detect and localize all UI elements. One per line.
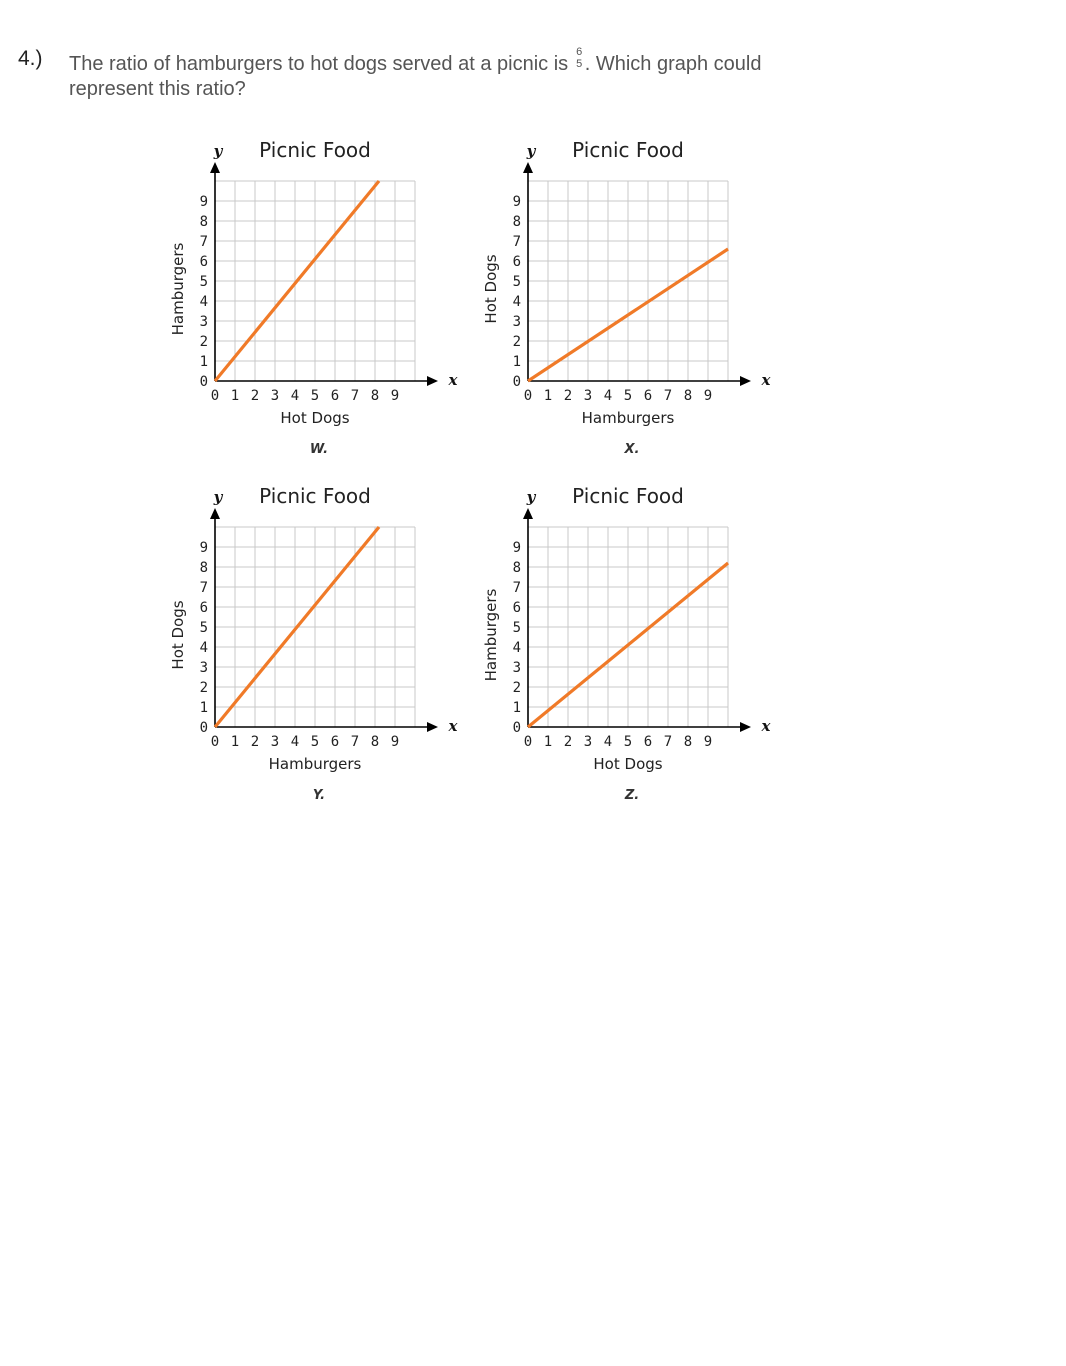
y-axis-variable: y <box>213 488 223 506</box>
x-tick-label: 0 <box>210 734 220 750</box>
x-axis-variable: x <box>448 717 458 735</box>
x-axis-variable: x <box>761 371 771 389</box>
y-tick-label: 1 <box>199 700 208 716</box>
x-tick-label: 4 <box>290 388 300 404</box>
y-tick-label: 3 <box>199 660 208 676</box>
x-tick-label: 0 <box>210 388 220 404</box>
x-tick-label: 7 <box>663 388 673 404</box>
x-tick-label: 2 <box>250 734 260 750</box>
x-axis-arrow <box>740 722 751 732</box>
y-tick-label: 4 <box>512 294 521 310</box>
x-axis-arrow <box>427 376 438 386</box>
fraction-numerator: 6 <box>576 45 583 58</box>
question-text-after: . Which graph could represent this ratio? <box>69 53 762 100</box>
x-tick-label: 0 <box>523 388 533 404</box>
x-tick-label: 6 <box>643 734 653 750</box>
chart-title: Picnic Food <box>572 138 684 162</box>
y-tick-label: 6 <box>199 254 208 270</box>
y-tick-label: 7 <box>512 234 521 250</box>
graph-x <box>473 130 773 460</box>
x-tick-label: 2 <box>250 388 260 404</box>
x-tick-label: 6 <box>330 734 340 750</box>
chart-title: Picnic Food <box>259 484 371 508</box>
y-tick-label: 0 <box>199 374 208 390</box>
y-tick-label: 8 <box>199 560 208 576</box>
y-axis-arrow <box>210 162 220 173</box>
x-tick-label: 6 <box>330 388 340 404</box>
y-tick-label: 0 <box>199 720 208 736</box>
x-tick-label: 9 <box>390 734 400 750</box>
y-tick-label: 0 <box>512 720 521 736</box>
question-number: 4.) <box>18 47 43 70</box>
x-tick-label: 2 <box>563 734 573 750</box>
x-tick-label: 4 <box>603 388 613 404</box>
y-tick-label: 5 <box>512 274 521 290</box>
y-axis-variable: y <box>526 142 536 160</box>
y-tick-label: 9 <box>512 540 521 556</box>
graph-option-label: Y. <box>312 788 326 803</box>
chart-svg <box>473 476 773 806</box>
graph-z <box>473 476 773 806</box>
y-tick-label: 9 <box>512 194 521 210</box>
y-tick-label: 7 <box>512 580 521 596</box>
y-tick-label: 7 <box>199 580 208 596</box>
y-tick-label: 3 <box>512 660 521 676</box>
x-tick-label: 3 <box>583 388 593 404</box>
y-axis-arrow <box>523 508 533 519</box>
x-tick-label: 0 <box>523 734 533 750</box>
y-tick-label: 5 <box>512 620 521 636</box>
y-tick-label: 8 <box>512 560 521 576</box>
x-tick-label: 5 <box>310 388 320 404</box>
x-axis-arrow <box>427 722 438 732</box>
chart-svg <box>160 130 460 460</box>
x-tick-label: 8 <box>683 388 693 404</box>
y-tick-label: 6 <box>512 600 521 616</box>
x-axis-variable: x <box>761 717 771 735</box>
x-tick-label: 5 <box>310 734 320 750</box>
y-axis-variable: y <box>526 488 536 506</box>
x-axis-variable: x <box>448 371 458 389</box>
x-tick-label: 8 <box>370 734 380 750</box>
fraction-denominator: 5 <box>576 57 583 70</box>
y-tick-label: 3 <box>199 314 208 330</box>
x-tick-label: 5 <box>623 734 633 750</box>
y-axis-arrow <box>523 162 533 173</box>
y-tick-label: 2 <box>199 680 208 696</box>
x-tick-label: 7 <box>350 388 360 404</box>
x-axis-label: Hot Dogs <box>593 755 663 773</box>
x-axis-arrow <box>740 376 751 386</box>
chart-title: Picnic Food <box>572 484 684 508</box>
y-tick-label: 2 <box>512 334 521 350</box>
x-tick-label: 9 <box>390 388 400 404</box>
question-text-before: The ratio of hamburgers to hot dogs served at a picnic is <box>69 53 574 75</box>
x-tick-label: 1 <box>230 734 240 750</box>
y-tick-label: 0 <box>512 374 521 390</box>
x-tick-label: 6 <box>643 388 653 404</box>
y-tick-label: 1 <box>512 700 521 716</box>
y-tick-label: 4 <box>199 640 208 656</box>
x-tick-label: 3 <box>270 388 280 404</box>
chart-svg <box>160 476 460 806</box>
graph-y <box>160 476 460 806</box>
y-tick-label: 9 <box>199 194 208 210</box>
x-tick-label: 4 <box>603 734 613 750</box>
y-tick-label: 6 <box>199 600 208 616</box>
y-axis-label: Hamburgers <box>169 242 187 336</box>
y-tick-label: 8 <box>512 214 521 230</box>
x-tick-label: 1 <box>543 734 553 750</box>
x-axis-label: Hamburgers <box>268 755 362 773</box>
x-tick-label: 1 <box>543 388 553 404</box>
x-tick-label: 1 <box>230 388 240 404</box>
y-tick-label: 2 <box>512 680 521 696</box>
x-tick-label: 4 <box>290 734 300 750</box>
question-text <box>69 45 849 101</box>
graph-option-label: W. <box>309 442 329 457</box>
y-tick-label: 8 <box>199 214 208 230</box>
chart-svg <box>473 130 773 460</box>
chart-title: Picnic Food <box>259 138 371 162</box>
y-tick-label: 7 <box>199 234 208 250</box>
x-tick-label: 3 <box>270 734 280 750</box>
y-tick-label: 4 <box>512 640 521 656</box>
y-axis-variable: y <box>213 142 223 160</box>
y-tick-label: 2 <box>199 334 208 350</box>
y-tick-label: 6 <box>512 254 521 270</box>
y-tick-label: 4 <box>199 294 208 310</box>
y-axis-arrow <box>210 508 220 519</box>
y-tick-label: 5 <box>199 274 208 290</box>
y-tick-label: 5 <box>199 620 208 636</box>
x-tick-label: 8 <box>683 734 693 750</box>
ratio-fraction <box>575 45 584 77</box>
x-tick-label: 7 <box>350 734 360 750</box>
x-axis-label: Hot Dogs <box>280 409 350 427</box>
y-tick-label: 1 <box>512 354 521 370</box>
x-tick-label: 3 <box>583 734 593 750</box>
y-tick-label: 3 <box>512 314 521 330</box>
y-axis-label: Hot Dogs <box>482 254 500 324</box>
x-tick-label: 5 <box>623 388 633 404</box>
graph-w <box>160 130 460 460</box>
x-tick-label: 8 <box>370 388 380 404</box>
x-tick-label: 2 <box>563 388 573 404</box>
graph-option-label: X. <box>624 442 640 457</box>
x-axis-label: Hamburgers <box>581 409 675 427</box>
x-tick-label: 9 <box>703 734 713 750</box>
x-tick-label: 7 <box>663 734 673 750</box>
graph-option-label: Z. <box>624 788 640 803</box>
y-tick-label: 1 <box>199 354 208 370</box>
y-axis-label: Hot Dogs <box>169 600 187 670</box>
x-tick-label: 9 <box>703 388 713 404</box>
y-tick-label: 9 <box>199 540 208 556</box>
y-axis-label: Hamburgers <box>482 588 500 682</box>
